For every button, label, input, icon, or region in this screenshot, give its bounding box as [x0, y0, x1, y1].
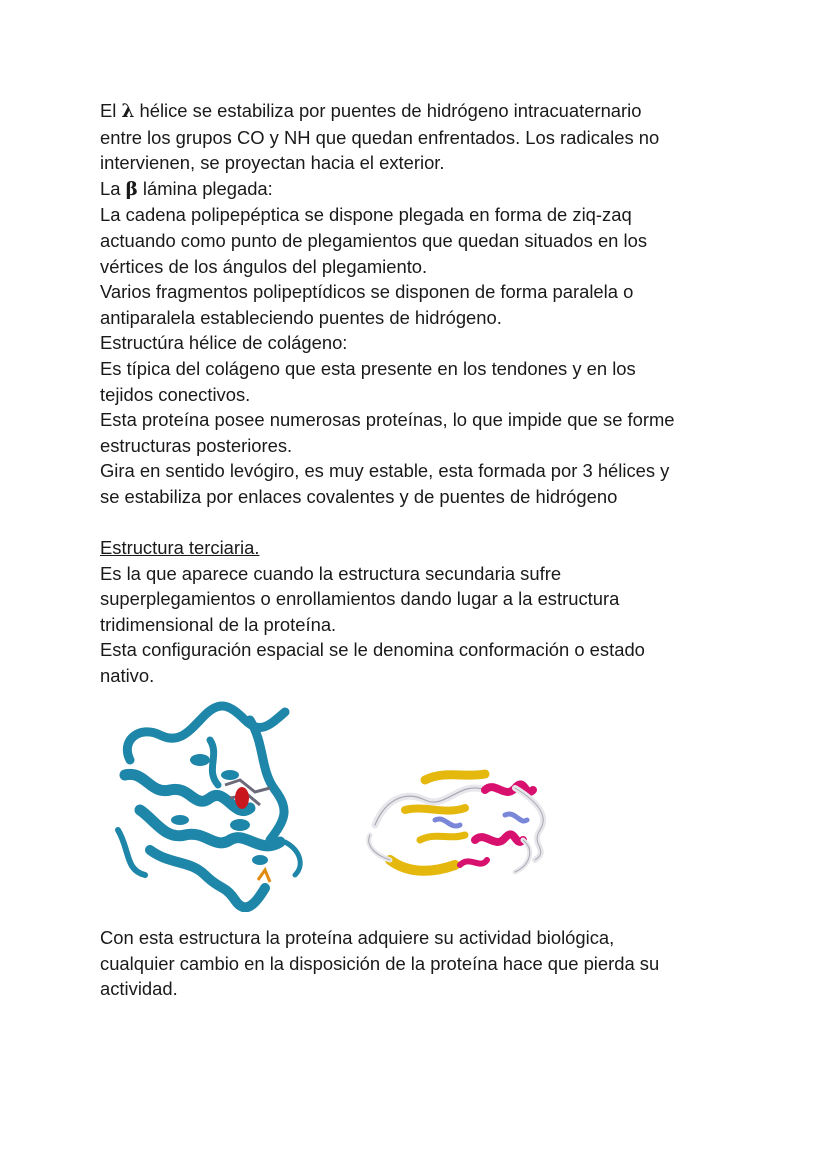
paragraph-line: tridimensional de la proteína. [100, 613, 337, 635]
section-heading: Estructura terciaria. [100, 537, 260, 559]
paragraph-line: antiparalela estableciendo puentes de hidrógeno. [100, 306, 502, 328]
paragraph-line: La cadena polipepéptica se dispone plegada en forma de ziq-zaq [100, 204, 632, 226]
paragraph-line: Gira en sentido levógiro, es muy estable, esta formada por 3 hélices y [100, 460, 670, 482]
paragraph-line: Esta configuración espacial se le denomina conformación o estado [100, 639, 645, 661]
paragraph-line: Esta proteína posee numerosas proteínas, lo que impide que se forme [100, 409, 675, 431]
body-text [100, 98, 760, 689]
paragraph-line: La β lámina plegada: [100, 177, 273, 200]
paragraph-line: estructuras posteriores. [100, 434, 293, 456]
paragraph-line: Es la que aparece cuando la estructura secundaria sufre [100, 562, 562, 584]
protein-ribbon-blue-image [110, 700, 310, 912]
closing-text [100, 925, 760, 1002]
paragraph-line: Estructúra hélice de colágeno: [100, 332, 348, 354]
paragraph-line: actividad. [100, 978, 178, 1000]
paragraph-line: cualquier cambio en la disposición de la proteína hace que pierda su [100, 952, 660, 974]
paragraph-line: actuando como punto de plegamientos que quedan situados en los [100, 229, 648, 251]
paragraph-line: Es típica del colágeno que esta presente en los tendones y en los [100, 357, 636, 379]
paragraph-line: tejidos conectivos. [100, 383, 251, 405]
paragraph-line: El λ hélice se estabiliza por puentes de hidrógeno intracuaternario [100, 100, 642, 122]
paragraph-line: Varios fragmentos polipeptídicos se disponen de forma paralela o [100, 281, 634, 303]
heme-group [235, 787, 249, 809]
paragraph-line: nativo. [100, 665, 155, 687]
paragraph-line: Con esta estructura la proteína adquiere su actividad biológica, [100, 927, 615, 948]
paragraph-line: intervienen, se proyectan hacia el exterior. [100, 152, 445, 174]
paragraph-line: se estabiliza por enlaces covalentes y de puentes de hidrógeno [100, 485, 618, 507]
lambda-symbol: λ [121, 101, 135, 122]
paragraph-line: entre los grupos CO y NH que quedan enfrentados. Los radicales no [100, 126, 660, 148]
beta-symbol: β [125, 178, 138, 200]
protein-ribbon-color-image [365, 760, 560, 890]
paragraph-line: superplegamientos o enrollamientos dando lugar a la estructura [100, 588, 620, 610]
paragraph-line: vértices de los ángulos del plegamiento. [100, 255, 428, 277]
